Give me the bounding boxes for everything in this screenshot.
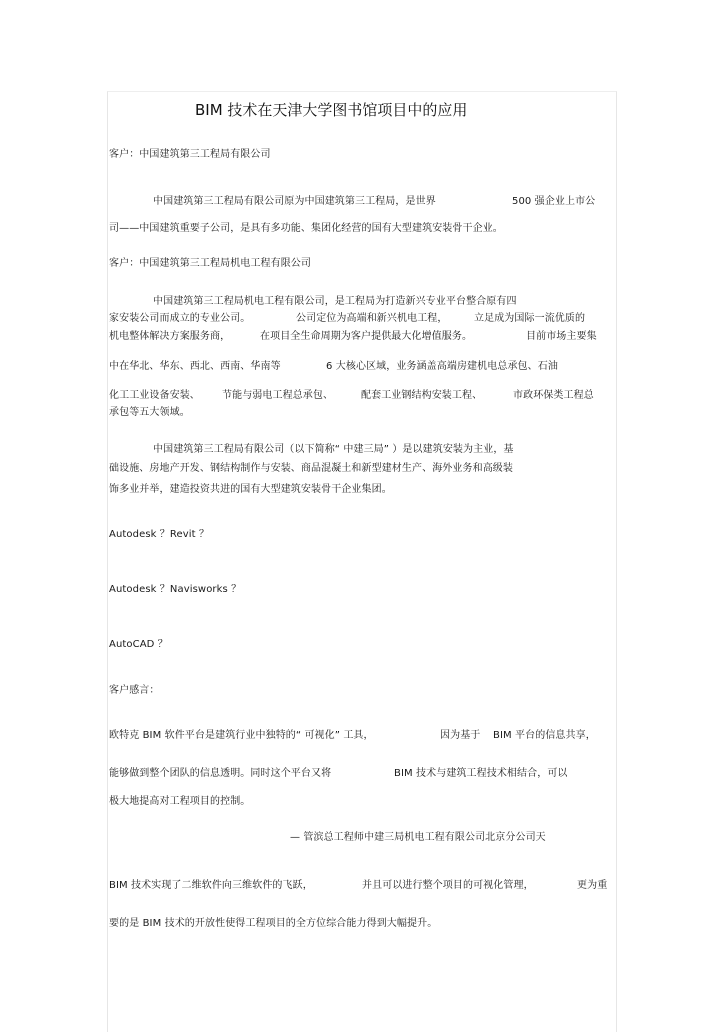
para3-line2: 础设施、房地产开发、钢结构制作与安装、商品混凝土和新型建材生产、海外业务和高级装	[109, 463, 513, 474]
quote2-line1b: 并且可以进行整个项目的可视化管理，	[362, 880, 534, 891]
quote1-line1c: BIM 平台的信息共享，	[493, 730, 596, 741]
client2-label: 客户：中国建筑第三工程局机电工程有限公司	[109, 258, 311, 269]
para2-line5b: 节能与弱电工程总承包、	[222, 390, 334, 401]
quote1-line1b: 因为基于	[440, 730, 481, 741]
para2-line3c: 目前市场主要集	[526, 331, 597, 342]
quote1-line3: 极大地提高对工程项目的控制。	[109, 796, 251, 807]
client1-label: 客户：中国建筑第三工程局有限公司	[109, 149, 271, 160]
para2-line2b: 公司定位为高端和新兴机电工程，	[296, 313, 448, 324]
para3-line3: 饰多业并举，建造投资共进的国有大型建筑安装骨干企业集团。	[109, 484, 392, 495]
para2-line5d: 市政环保类工程总	[513, 390, 594, 401]
para1-line1a: 中国建筑第三工程局有限公司原为中国建筑第三工程局，是世界	[153, 196, 436, 207]
para2-line5a: 化工工业设备安装、	[109, 390, 200, 401]
quote2-line1a: BIM 技术实现了二维软件向三维软件的飞跃，	[109, 880, 313, 891]
para2-line4a: 中在华北、华东、西北、西南、华南等	[109, 361, 281, 372]
para2-line6: 承包等五大领域。	[109, 407, 190, 418]
para1-line1b: 500 强企业上市公	[512, 196, 596, 207]
quote-attribution: — 管滨总工程师中建三局机电工程有限公司北京分公司天	[290, 832, 546, 843]
para2-line2a: 家安装公司而成立的专业公司。	[109, 313, 251, 324]
para2-line3b: 在项目全生命周期为客户提供最大化增值服务。	[260, 331, 473, 342]
software-autocad: AutoCAD ？	[109, 639, 168, 650]
quote2-line1c: 更为重	[577, 880, 608, 891]
para2-line4b: 6 大核心区域，业务涵盖高端房建机电总承包、石油	[326, 361, 558, 372]
quote1-line1a: 欧特克 BIM 软件平台是建筑行业中独特的“ 可视化” 工具，	[109, 730, 374, 741]
para2-line5c: 配套工业钢结构安装工程、	[361, 390, 483, 401]
testimonial-label: 客户感言：	[109, 685, 160, 696]
document-title: BIM 技术在天津大学图书馆项目中的应用	[195, 101, 468, 119]
para2-line3a: 机电整体解决方案服务商，	[109, 331, 231, 342]
quote2-line2: 要的是 BIM 技术的开放性使得工程项目的全方位综合能力得到大幅提升。	[109, 918, 438, 929]
para3-line1: 中国建筑第三工程局有限公司（以下简称“ 中建三局” ）是以建筑安装为主业，基	[153, 444, 514, 455]
software-navisworks: Autodesk ？Navisworks ？	[109, 584, 242, 595]
quote1-line2a: 能够做到整个团队的信息透明。同时这个平台又将	[109, 768, 332, 779]
para2-line1: 中国建筑第三工程局机电工程有限公司，是工程局为打造新兴专业平台整合原有四	[153, 296, 517, 307]
quote1-line2b: BIM 技术与建筑工程技术相结合，可以	[394, 768, 568, 779]
para1-line2: 司——中国建筑重要子公司，是具有多功能、集团化经营的国有大型建筑安装骨干企业。	[109, 223, 503, 234]
para2-line2c: 立足成为国际一流优质的	[474, 313, 586, 324]
software-revit: Autodesk ？Revit ？	[109, 529, 210, 540]
